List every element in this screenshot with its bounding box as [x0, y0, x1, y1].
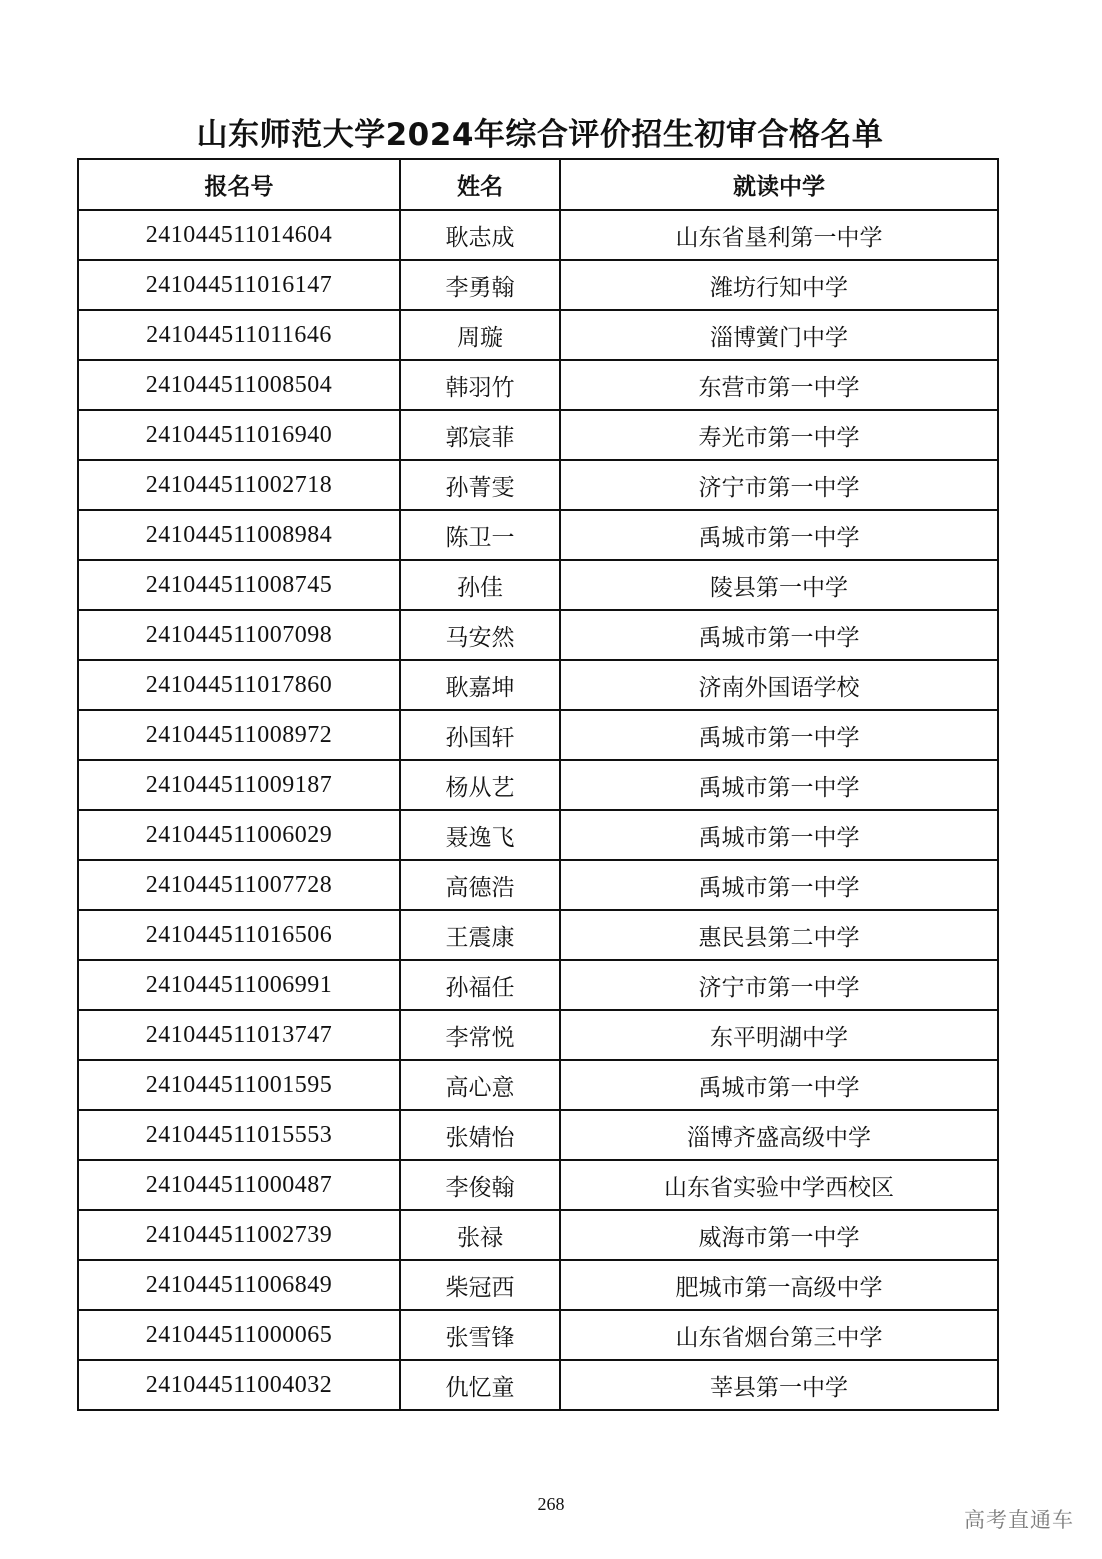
- cell-school: 东平明湖中学: [560, 1010, 998, 1060]
- cell-student-name: 高德浩: [400, 860, 560, 910]
- table-row: [78, 760, 998, 810]
- cell-school: 潍坊行知中学: [560, 260, 998, 310]
- cell-school: 莘县第一中学: [560, 1360, 998, 1410]
- table-row: [78, 1360, 998, 1410]
- page-title: 山东师范大学2024年综合评价招生初审合格名单: [196, 117, 884, 153]
- cell-student-name: 郭宸菲: [400, 410, 560, 460]
- cell-student-name: 张禄: [400, 1210, 560, 1260]
- table-row: [78, 1060, 998, 1110]
- cell-student-name: 孙佳: [400, 560, 560, 610]
- table-body: [78, 210, 998, 1410]
- cell-student-name: 马安然: [400, 610, 560, 660]
- cell-school: 山东省烟台第三中学: [560, 1310, 998, 1360]
- cell-student-name: 张雪锋: [400, 1310, 560, 1360]
- cell-registration-number: 241044511008984: [78, 510, 400, 560]
- table-row: [78, 810, 998, 860]
- table-header-row: [78, 159, 998, 210]
- cell-registration-number: 241044511015553: [78, 1110, 400, 1160]
- header-school: 就读中学: [560, 159, 998, 210]
- cell-student-name: 李勇翰: [400, 260, 560, 310]
- table-row: [78, 710, 998, 760]
- cell-registration-number: 241044511007728: [78, 860, 400, 910]
- cell-student-name: 王震康: [400, 910, 560, 960]
- table-row: [78, 360, 998, 410]
- cell-school: 禹城市第一中学: [560, 710, 998, 760]
- cell-school: 禹城市第一中学: [560, 1060, 998, 1110]
- cell-student-name: 杨从艺: [400, 760, 560, 810]
- cell-registration-number: 241044511006991: [78, 960, 400, 1010]
- cell-registration-number: 241044511002739: [78, 1210, 400, 1260]
- header-name: 姓名: [400, 159, 560, 210]
- cell-student-name: 耿志成: [400, 210, 560, 260]
- cell-student-name: 李常悦: [400, 1010, 560, 1060]
- cell-registration-number: 241044511016506: [78, 910, 400, 960]
- cell-registration-number: 241044511001595: [78, 1060, 400, 1110]
- cell-school: 东营市第一中学: [560, 360, 998, 410]
- table-row: [78, 460, 998, 510]
- cell-registration-number: 241044511008504: [78, 360, 400, 410]
- cell-registration-number: 241044511000065: [78, 1310, 400, 1360]
- cell-school: 禹城市第一中学: [560, 510, 998, 560]
- cell-registration-number: 241044511016147: [78, 260, 400, 310]
- admission-list-table: [77, 158, 999, 1411]
- table-row: [78, 910, 998, 960]
- cell-school: 山东省垦利第一中学: [560, 210, 998, 260]
- cell-school: 济宁市第一中学: [560, 460, 998, 510]
- cell-student-name: 仇忆童: [400, 1360, 560, 1410]
- cell-school: 陵县第一中学: [560, 560, 998, 610]
- cell-student-name: 聂逸飞: [400, 810, 560, 860]
- header-registration-number: 报名号: [78, 159, 400, 210]
- cell-registration-number: 241044511014604: [78, 210, 400, 260]
- cell-school: 淄博齐盛高级中学: [560, 1110, 998, 1160]
- cell-school: 禹城市第一中学: [560, 610, 998, 660]
- table-row: [78, 860, 998, 910]
- cell-registration-number: 241044511006849: [78, 1260, 400, 1310]
- table-row: [78, 1010, 998, 1060]
- cell-school: 肥城市第一高级中学: [560, 1260, 998, 1310]
- cell-school: 寿光市第一中学: [560, 410, 998, 460]
- cell-registration-number: 241044511016940: [78, 410, 400, 460]
- cell-student-name: 耿嘉坤: [400, 660, 560, 710]
- table-row: [78, 1110, 998, 1160]
- table-row: [78, 310, 998, 360]
- cell-registration-number: 241044511017860: [78, 660, 400, 710]
- cell-student-name: 高心意: [400, 1060, 560, 1110]
- cell-school: 山东省实验中学西校区: [560, 1160, 998, 1210]
- cell-registration-number: 241044511008745: [78, 560, 400, 610]
- cell-registration-number: 241044511008972: [78, 710, 400, 760]
- cell-student-name: 柴冠西: [400, 1260, 560, 1310]
- cell-student-name: 周璇: [400, 310, 560, 360]
- cell-registration-number: 241044511002718: [78, 460, 400, 510]
- cell-registration-number: 241044511000487: [78, 1160, 400, 1210]
- table-row: [78, 1260, 998, 1310]
- watermark-logo: 高考直通车: [964, 1508, 1074, 1532]
- table-row: [78, 1210, 998, 1260]
- table-row: [78, 410, 998, 460]
- cell-registration-number: 241044511006029: [78, 810, 400, 860]
- table-row: [78, 260, 998, 310]
- page-number: 268: [537, 1494, 565, 1514]
- cell-school: 济南外国语学校: [560, 660, 998, 710]
- table-row: [78, 660, 998, 710]
- table-row: [78, 1310, 998, 1360]
- cell-student-name: 孙福任: [400, 960, 560, 1010]
- cell-student-name: 陈卫一: [400, 510, 560, 560]
- table-row: [78, 1160, 998, 1210]
- cell-school: 禹城市第一中学: [560, 760, 998, 810]
- cell-registration-number: 241044511004032: [78, 1360, 400, 1410]
- cell-student-name: 孙菁雯: [400, 460, 560, 510]
- table-row: [78, 960, 998, 1010]
- table-row: [78, 610, 998, 660]
- cell-student-name: 韩羽竹: [400, 360, 560, 410]
- cell-school: 惠民县第二中学: [560, 910, 998, 960]
- table-row: [78, 510, 998, 560]
- cell-registration-number: 241044511011646: [78, 310, 400, 360]
- table-row: [78, 210, 998, 260]
- cell-registration-number: 241044511009187: [78, 760, 400, 810]
- cell-school: 淄博黉门中学: [560, 310, 998, 360]
- cell-student-name: 张婧怡: [400, 1110, 560, 1160]
- cell-student-name: 孙国轩: [400, 710, 560, 760]
- cell-registration-number: 241044511007098: [78, 610, 400, 660]
- cell-school: 禹城市第一中学: [560, 810, 998, 860]
- table-row: [78, 560, 998, 610]
- cell-school: 禹城市第一中学: [560, 860, 998, 910]
- cell-registration-number: 241044511013747: [78, 1010, 400, 1060]
- cell-school: 威海市第一中学: [560, 1210, 998, 1260]
- cell-student-name: 李俊翰: [400, 1160, 560, 1210]
- cell-school: 济宁市第一中学: [560, 960, 998, 1010]
